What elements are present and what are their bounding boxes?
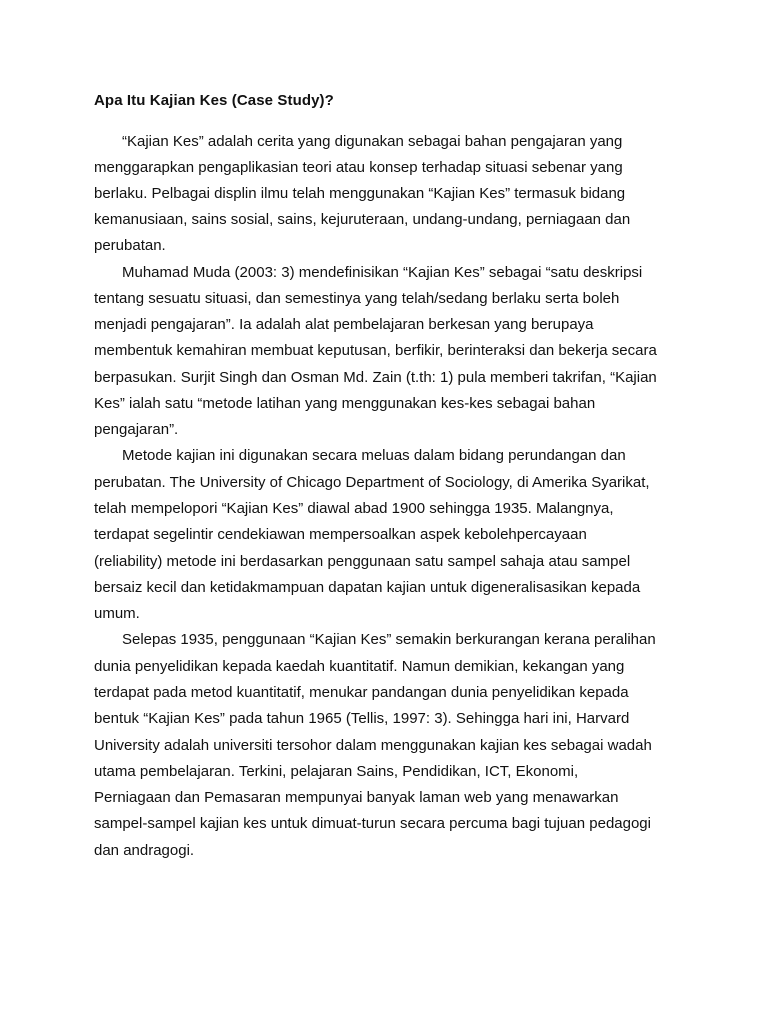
- paragraph-3-line-4: terdapat segelintir cendekiawan mempersoalkan aspek kebolehpercayaan: [94, 526, 587, 543]
- paragraph-2-line-1: Muhamad Muda (2003: 3) mendefinisikan “Kajian Kes” sebagai “satu deskripsi: [122, 264, 643, 281]
- paragraph-1-line-2: menggarapkan pengaplikasian teori atau konsep terhadap situasi sebenar yang: [94, 159, 623, 176]
- paragraph-3-line-3: telah mempelopori “Kajian Kes” diawal abad 1900 sehingga 1935. Malangnya,: [94, 500, 614, 517]
- paragraph-2-line-6: Kes” ialah satu “metode latihan yang menggunakan kes-kes sebagai bahan: [94, 395, 596, 412]
- paragraph-4-line-4: bentuk “Kajian Kes” pada tahun 1965 (Tellis, 1997: 3). Sehingga hari ini, Harvard: [94, 710, 630, 727]
- paragraph-4-line-2: dunia penyelidikan kepada kaedah kuantitatif. Namun demikian, kekangan yang: [94, 658, 625, 675]
- paragraph-2-line-4: membentuk kemahiran membuat keputusan, berfikir, berinteraksi dan bekerja secara: [94, 342, 657, 359]
- paragraph-4-line-7: Perniagaan dan Pemasaran mempunyai banyak laman web yang menawarkan: [94, 789, 619, 806]
- paragraph-4-line-1: Selepas 1935, penggunaan “Kajian Kes” semakin berkurangan kerana peralihan: [122, 631, 656, 648]
- paragraph-2-line-2: tentang sesuatu situasi, dan semestinya yang telah/sedang berlaku serta boleh: [94, 290, 620, 307]
- paragraph-3-line-2: perubatan. The University of Chicago Department of Sociology, di Amerika Syarikat,: [94, 474, 650, 491]
- document-title: Apa Itu Kajian Kes (Case Study)?: [94, 92, 334, 109]
- paragraph-1-line-4: kemanusiaan, sains sosial, sains, kejuruteraan, undang-undang, perniagaan dan: [94, 211, 631, 228]
- paragraph-4-line-8: sampel-sampel kajian kes untuk dimuat-turun secara percuma bagi tujuan pedagogi: [94, 815, 651, 832]
- paragraph-3-line-6: bersaiz kecil dan ketidakmampuan dapatan kajian untuk digeneralisasikan kepada: [94, 579, 641, 596]
- paragraph-2-line-7: pengajaran”.: [94, 421, 179, 438]
- paragraph-1-line-3: berlaku. Pelbagai displin ilmu telah menggunakan “Kajian Kes” termasuk bidang: [94, 185, 626, 202]
- paragraph-3-line-5: (reliability) metode ini berdasarkan penggunaan satu sampel sahaja atau sampel: [94, 553, 631, 570]
- paragraph-1-line-5: perubatan.: [94, 237, 166, 254]
- paragraph-1-line-1: “Kajian Kes” adalah cerita yang digunakan sebagai bahan pengajaran yang: [122, 133, 623, 150]
- paragraph-4-line-9: dan andragogi.: [94, 842, 195, 859]
- paragraph-2-line-5: berpasukan. Surjit Singh dan Osman Md. Zain (t.th: 1) pula memberi takrifan, “Kajian: [94, 369, 657, 386]
- paragraph-3-line-7: umum.: [94, 605, 140, 622]
- paragraph-3-line-1: Metode kajian ini digunakan secara meluas dalam bidang perundangan dan: [122, 447, 626, 464]
- paragraph-4-line-6: utama pembelajaran. Terkini, pelajaran Sains, Pendidikan, ICT, Ekonomi,: [94, 763, 579, 780]
- paragraph-4-line-5: University adalah universiti tersohor dalam menggunakan kajian kes sebagai wadah: [94, 737, 652, 754]
- paragraph-4-line-3: terdapat pada metod kuantitatif, menukar pandangan dunia penyelidikan kepada: [94, 684, 629, 701]
- paragraph-2-line-3: menjadi pengajaran”. Ia adalah alat pembelajaran berkesan yang berupaya: [94, 316, 594, 333]
